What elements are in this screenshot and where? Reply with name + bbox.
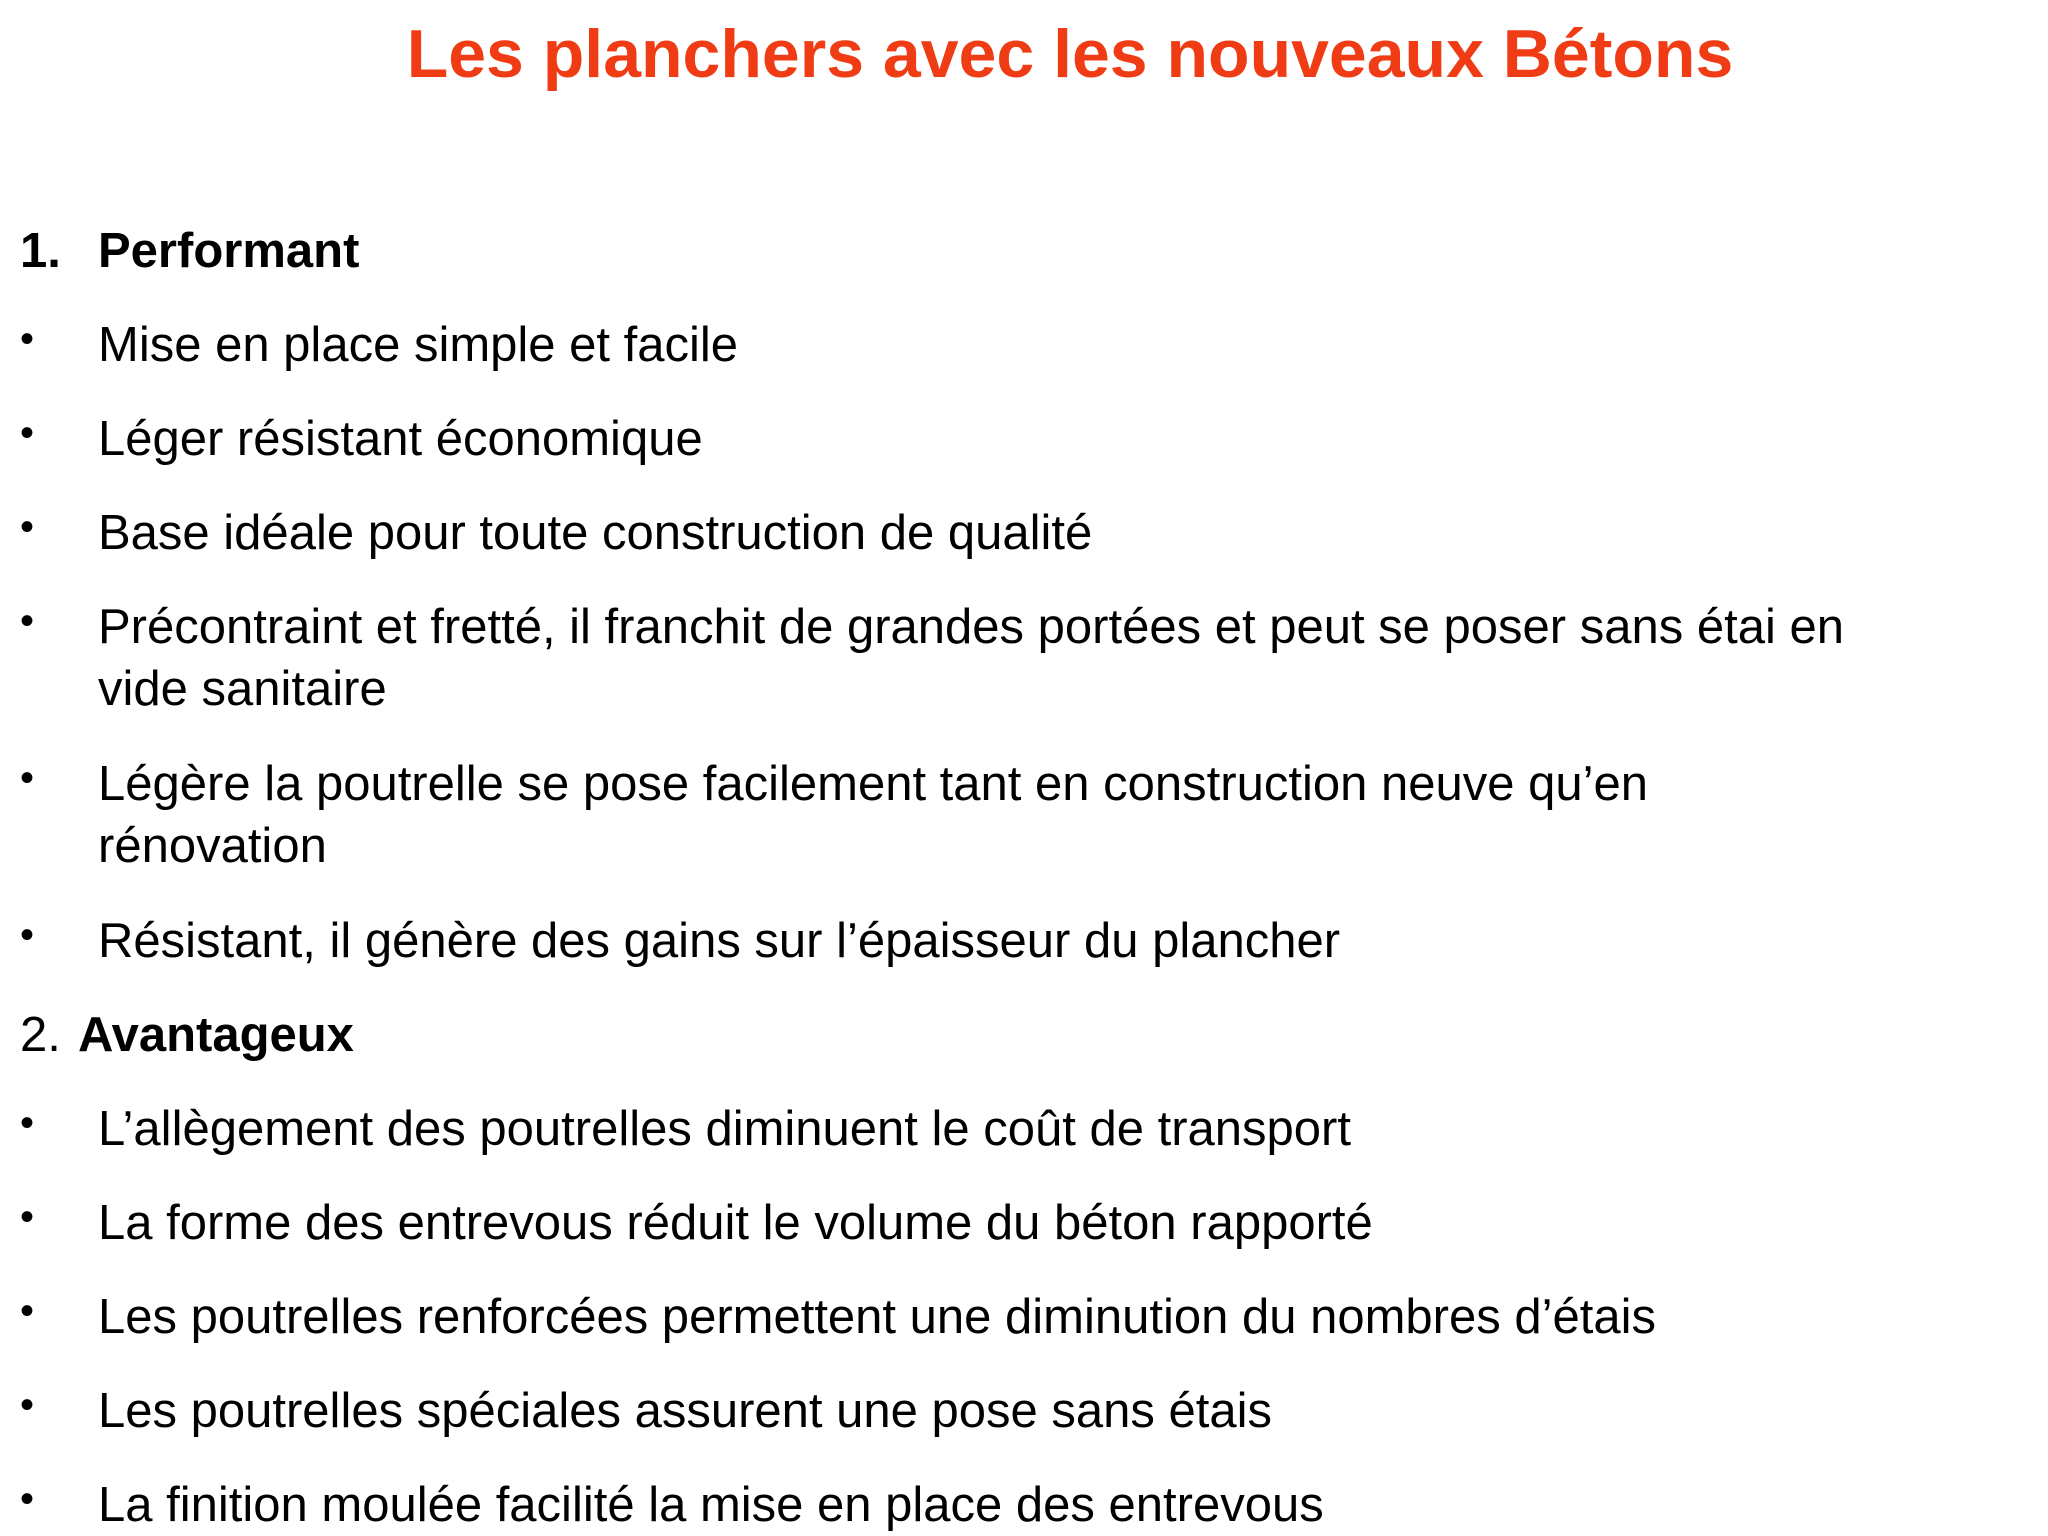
bullet-icon: • xyxy=(20,1477,35,1521)
list-item-text: Légère la poutrelle se pose facilement tant en construction neuve qu’en xyxy=(98,757,1648,811)
section-title: Avantageux xyxy=(78,1008,354,1062)
section-number: 1. xyxy=(20,224,61,278)
section-number: 2. xyxy=(20,1008,61,1062)
list-item-text: Mise en place simple et facile xyxy=(98,318,739,372)
bullet-icon: • xyxy=(20,505,35,549)
list-item-text: La finition moulée facilité la mise en place des entrevous xyxy=(98,1478,1324,1532)
list-item-text: Base idéale pour toute construction de qualité xyxy=(98,506,1093,560)
list-item-text: Résistant, il génère des gains sur l’épaisseur du plancher xyxy=(98,914,1341,968)
bullet-icon: • xyxy=(20,317,35,361)
list-item-text: Précontraint et fretté, il franchit de grandes portées et peut se poser sans étai en xyxy=(98,600,1844,654)
slide-title: Les planchers avec les nouveaux Bétons xyxy=(406,16,1734,92)
list-item-text: La forme des entrevous réduit le volume du béton rapporté xyxy=(98,1196,1373,1250)
list-item-text: Les poutrelles renforcées permettent une diminution du nombres d’étais xyxy=(98,1290,1656,1344)
bullet-icon: • xyxy=(20,1101,35,1145)
bullet-icon: • xyxy=(20,1383,35,1427)
bullet-icon: • xyxy=(20,411,35,455)
bullet-icon: • xyxy=(20,1195,35,1239)
bullet-icon: • xyxy=(20,756,35,800)
list-item-text: L’allègement des poutrelles diminuent le coût de transport xyxy=(98,1102,1351,1156)
bullet-icon: • xyxy=(20,599,35,643)
list-item-text: vide sanitaire xyxy=(98,662,387,716)
list-item-text: rénovation xyxy=(98,819,327,873)
list-item-text: Léger résistant économique xyxy=(98,412,703,466)
list-item-text: Les poutrelles spéciales assurent une pose sans étais xyxy=(98,1384,1272,1438)
bullet-icon: • xyxy=(20,913,35,957)
bullet-icon: • xyxy=(20,1289,35,1333)
section-title: Performant xyxy=(98,224,360,278)
